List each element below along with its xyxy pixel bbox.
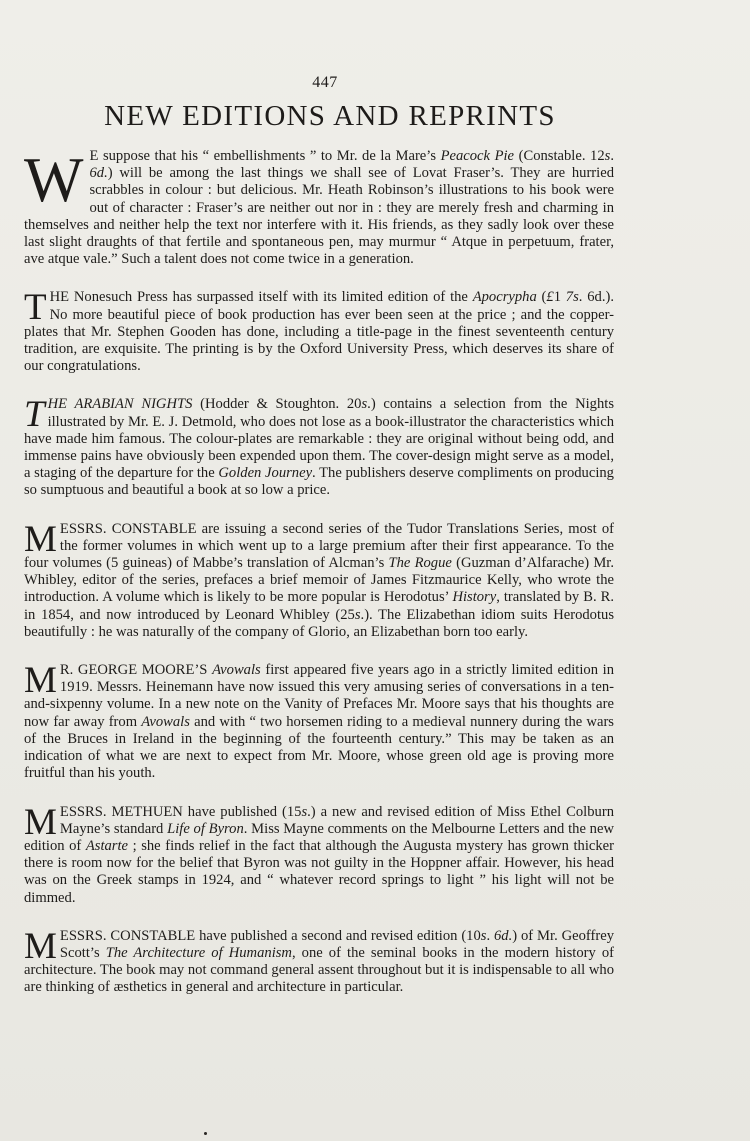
italic-text-run: Golden Journey [218, 465, 313, 482]
drop-cap: W [24, 145, 84, 215]
text-run: .). The Elizabethan idiom suits Herodotus beautifully : he was naturally of the company of Glorio, an Elizabethan born too early. [24, 606, 614, 640]
text-run: (Hodder & Stoughton. 20 [192, 396, 362, 413]
italic-text-run: Avowals [141, 713, 190, 730]
text-run: and with “ two horsemen riding to a medieval nunnery during the wars of the Bruces in Ireland in the beginning of the fourteenth century.” This may be taken as an indication of what we are next to expect from Mr. Moore, whose green old age is proving more fruitful than his youth. [24, 713, 614, 782]
text-run: E suppose that his “ embellishments ” to Mr. de la Mare’s [89, 148, 441, 164]
text-run: . 6d.). No more beautiful piece of book production has ever been seen at the price ; and the copper-plates that Mr. Stephen Gooden has done, including a title-page in the finest seventeenth century tradition, are exquisite. The printing is by the Oxford University Press, which deserves its share of our congratulations. [24, 289, 614, 375]
drop-cap: T [24, 287, 47, 329]
text-run: ; she finds relief in the fact that although the Augusta mystery has grown thicker there is room now for the belief that Byron was not guilty in the Hoppner affair. However, his head was on the Greek stamps in 1924, and “ whatever record springs to light ” his light will not be dimmed. [24, 837, 614, 906]
text-run: , translated by B. R. in 1854, and now introduced by Leonard Whibley (25 [24, 589, 614, 623]
text-run: .) contains a selection from the Nights illustrated by Mr. E. J. Detmold, who does not lose as a book-illustrator the characteristics which have made him famous. The colour-plates are remarkable : they are original without being odd, and immense pains have obviously been expended upon them. The cover-design might serve as a model, a staging of the departure for the [24, 396, 614, 482]
text-run: 1 [553, 289, 566, 306]
text-run: . [486, 927, 494, 944]
italic-text-run: s [301, 803, 308, 820]
italic-text-run: Astarte [85, 837, 129, 854]
text-run: ) of Mr. Geoffrey Scott’s [59, 927, 614, 961]
paragraph-5 [24, 662, 614, 782]
text-run: (Constable. 12 [514, 148, 605, 164]
paragraph-6 [24, 801, 614, 907]
text-run: ESSRS. CONSTABLE have published a second and revised edition (10 [59, 927, 481, 944]
page-number: 447 [312, 74, 338, 91]
italic-text-run: The Rogue [388, 555, 452, 572]
italic-text-run: s [361, 396, 368, 413]
drop-cap: T [24, 394, 45, 436]
page-title: NEW EDITIONS AND REPRINTS [104, 100, 556, 132]
paragraph-7 [24, 925, 614, 997]
paragraph-1 [24, 145, 614, 268]
drop-cap: M [24, 660, 57, 702]
text-run: , one of the seminal books in the modern history of architecture. The book may not command general assent throughout but it is indispensable to all who are thinking of æsthetics in general and architecture in particular. [24, 944, 614, 996]
text-run: .) a new and revised edition of Miss Ethel Colburn Mayne’s standard [59, 803, 614, 837]
text-run: ESSRS. CONSTABLE are issuing a second series of the Tudor Translations Series, most of the former volumes in which went up to a large premium after their first appearance. To the four volumes (5 guineas) of Mabbe’s translation of Alcman’s [24, 520, 614, 572]
article-body [24, 145, 615, 1018]
text-run: (Guzman d’Alfarache) Mr. Whibley, editor of the series, prefaces a brief memoir of James Fitzmaurice Kelly, who wrote the introduction. A volume which is likely to be more popular is Herodotus’ [24, 555, 615, 606]
text-run: . Miss Mayne comments on the Melbourne Letters and the new edition of [24, 820, 614, 854]
paragraph-2 [24, 289, 614, 375]
italic-text-run: s [604, 148, 611, 164]
text-run: ( [536, 289, 547, 306]
text-run: HE Nonesuch Press has surpassed itself with its limited edition of the [49, 289, 473, 306]
italic-text-run: History [452, 589, 497, 606]
italic-text-run: 6d. [89, 165, 108, 182]
text-run: first appeared five years ago in a strictly limited edition in 1919. Messrs. Heinemann have now issued this very amusing series of conversations in a ten-and-sixpenny volume. In a new note on the Vanity of Prefaces Mr. Moore says that his thoughts are now far away from [24, 662, 614, 730]
italic-text-run: Peacock Pie [440, 148, 515, 164]
text-run: R. GEORGE MOORE’S [59, 662, 213, 679]
text-run: . The publishers deserve compliments on producing so sumptuous and beautiful a book at so low a price. [24, 465, 614, 499]
italic-text-run: Apocrypha [472, 289, 537, 306]
italic-text-run: HE ARABIAN NIGHTS [47, 396, 193, 413]
italic-text-run: The Architecture of Humanism [105, 944, 292, 961]
paragraph-3 [24, 396, 614, 499]
italic-text-run: £ [546, 289, 554, 306]
italic-text-run: 6d. [494, 927, 513, 944]
drop-cap: M [24, 801, 57, 843]
italic-text-run: Life of Byron [167, 820, 244, 837]
italic-text-run: s [480, 927, 487, 944]
ink-speck [204, 1132, 207, 1135]
italic-text-run: s [354, 606, 361, 623]
text-run: ) will be among the last things we shall see of Lovat Fraser’s. They are hurried scrabbles in colour : but delicious. Mr. Heath Robinson’s illustrations to his book were out of character : Fraser’s are neither out nor in : they are merely fresh and charming in themselves and neither help the text nor interfere with it. His friends, as they sadly look over these last slight draughts of that fertile and spontaneous pen, may murmur “ Atque in perpetuum, frater, ave atque vale.” Such a talent does not come twice in a generation. [24, 165, 614, 268]
italic-text-run: 7s [565, 289, 579, 306]
drop-cap: M [24, 925, 57, 967]
text-run: . [610, 148, 614, 164]
paragraph-4 [24, 518, 615, 641]
drop-cap: M [24, 518, 57, 560]
text-run: ESSRS. METHUEN have published (15 [59, 803, 302, 820]
italic-text-run: Avowals [212, 662, 261, 679]
